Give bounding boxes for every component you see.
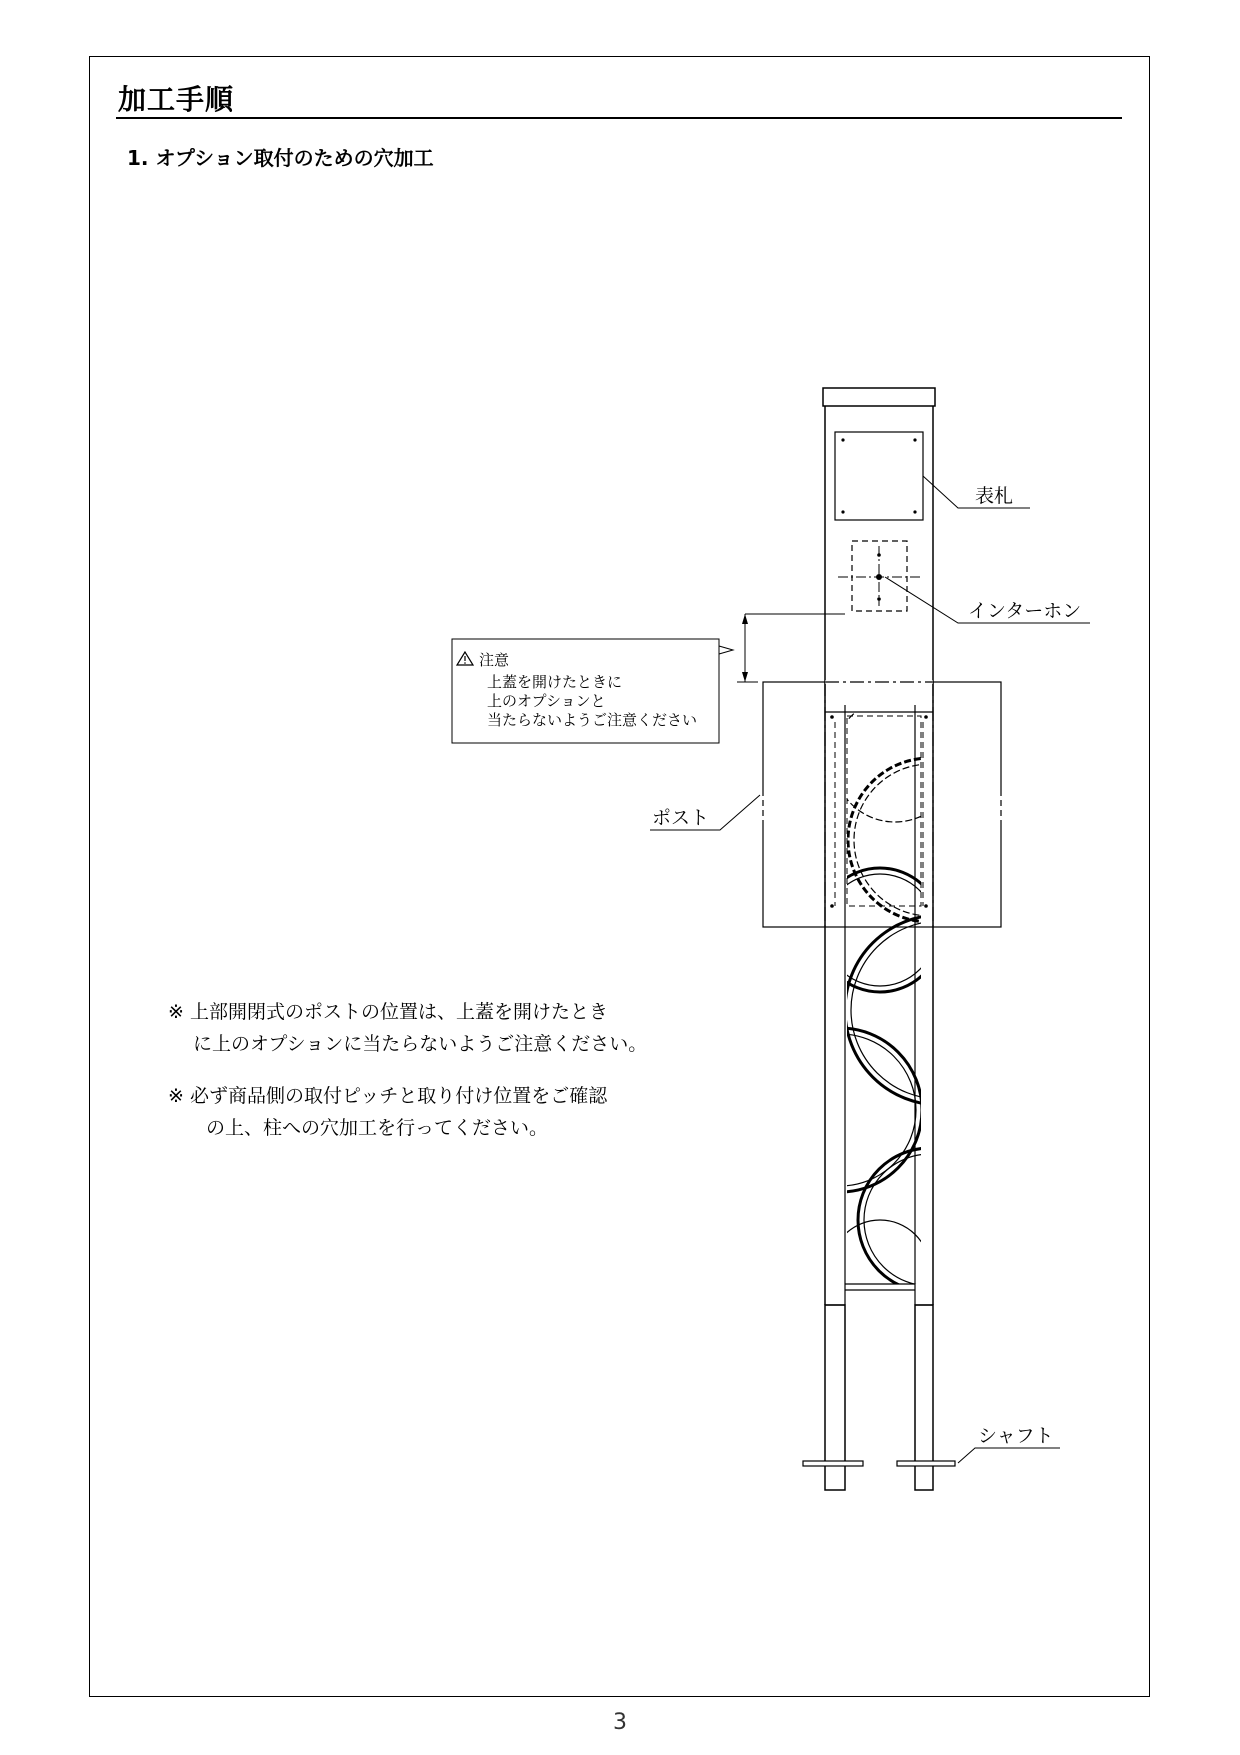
nameplate-plate [835, 432, 923, 520]
page-title: 加工手順 [118, 83, 235, 116]
shaft-leader [958, 1448, 1060, 1463]
shaft-label: シャフト [978, 1425, 1054, 1447]
nameplate-label: 表札 [975, 485, 1014, 507]
note-1-line-2: に上のオプションに当たらないようご注意ください。 [193, 1033, 648, 1055]
note-2-line-1: ※ 必ず商品側の取付ピッチと取り付け位置をご確認 [168, 1085, 608, 1107]
shaft-left [803, 1461, 863, 1466]
note-2-line-2: の上、柱への穴加工を行ってください。 [206, 1117, 549, 1139]
post-outline [763, 682, 1001, 927]
section-subtitle: 1. オプション取付のための穴加工 [127, 146, 434, 170]
caution-heading: 注意 [479, 651, 510, 669]
shaft-right [897, 1461, 955, 1466]
caution-line: 当たらないようご注意ください [487, 711, 698, 729]
caution-line: 上のオプションと [487, 692, 606, 710]
intercom-label: インターホン [968, 600, 1082, 622]
page-number: 3 [613, 1710, 627, 1735]
note-1-line-1: ※ 上部開閉式のポストの位置は、上蓋を開けたとき [168, 1001, 608, 1023]
caution-line: 上蓋を開けたときに [487, 673, 623, 691]
pillar-cap [823, 388, 935, 406]
post-label: ポスト [652, 807, 710, 829]
